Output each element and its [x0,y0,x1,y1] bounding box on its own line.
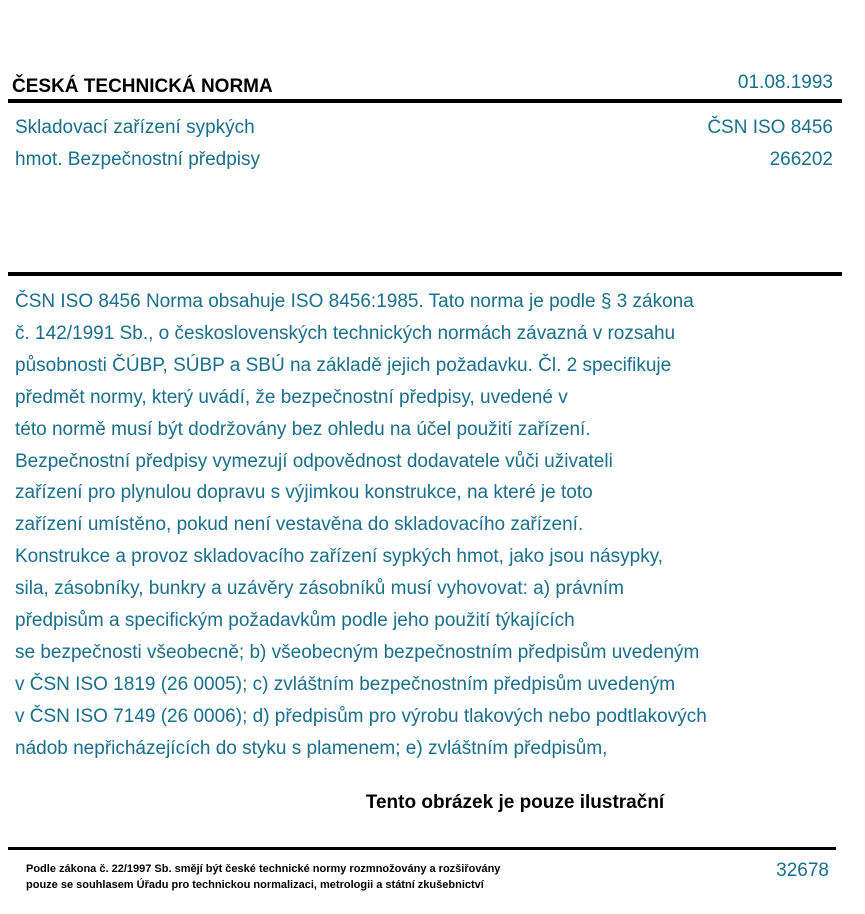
header-divider [8,99,842,103]
abstract-line: předpisům a specifickým požadavkům podle jeho použití týkajících [15,610,575,632]
copyright-line2: pouze se souhlasem Úřadu pro technickou normalizaci, metrologii a státní zkušebnictví [26,879,484,891]
class-number: 266202 [769,149,833,170]
abstract-line: v ČSN ISO 7149 (26 0006); d) předpisům pro výrobu tlakových nebo podtlakových [15,705,707,727]
abstract-line: sila, zásobníky, bunkry a uzávěry zásobníků musí vyhovovat: a) právním [15,578,624,600]
abstract-line: působnosti ČÚBP, SÚBP a SBÚ na základě jejich požadavku. Čl. 2 specifikuje [15,354,672,376]
abstract-line: se bezpečnosti všeobecně; b) všeobecným bezpečnostním předpisům uvedeným [15,641,700,663]
document-title-line1: Skladovací zařízení sypkých [15,117,255,138]
abstract-line: této normě musí být dodržovány bez ohledu na účel použití zařízení. [15,418,591,440]
abstract-line: Konstrukce a provoz skladovacího zařízení sypkých hmot, jako jsou násypky, [15,546,664,568]
document-title-line2: hmot. Bezpečnostní předpisy [15,149,261,170]
document-code: ČSN ISO 8456 [707,117,833,138]
abstract-text [15,286,835,765]
footer-divider [8,847,836,850]
abstract-line: v ČSN ISO 1819 (26 0005); c) zvláštním bezpečnostním předpisům uvedeným [15,673,676,695]
abstract-line: ČSN ISO 8456 Norma obsahuje ISO 8456:1985. Tato norma je podle § 3 zákona [15,291,694,312]
abstract-line: Bezpečnostní předpisy vymezují odpovědnost dodavatele vůči uživateli [15,450,613,472]
illustration-caption: Tento obrázek je pouze ilustrační [365,792,665,813]
abstract-line: č. 142/1991 Sb., o československých technických normách závazná v rozsahu [15,322,676,344]
abstract-line: předmět normy, který uvádí, že bezpečnostní předpisy, uvedené v [15,386,568,408]
abstract-line: zařízení pro plynulou dopravu s výjimkou konstrukce, na které je toto [15,482,593,504]
title-divider [8,272,842,276]
header-title: ČESKÁ TECHNICKÁ NORMA [12,76,273,97]
copyright-notice [26,861,500,893]
abstract-line: nádob nepřicházejících do styku s plamenem; e) zvláštním předpisům, [15,737,608,759]
footer-number: 32678 [776,860,829,881]
abstract-line: zařízení umístěno, pokud není vestavěna do skladovacího zařízení. [15,514,584,536]
copyright-line1: Podle zákona č. 22/1997 Sb. smějí být české technické normy rozmnožovány a rozšiřovány [26,863,501,875]
issue-date: 01.08.1993 [737,72,833,93]
